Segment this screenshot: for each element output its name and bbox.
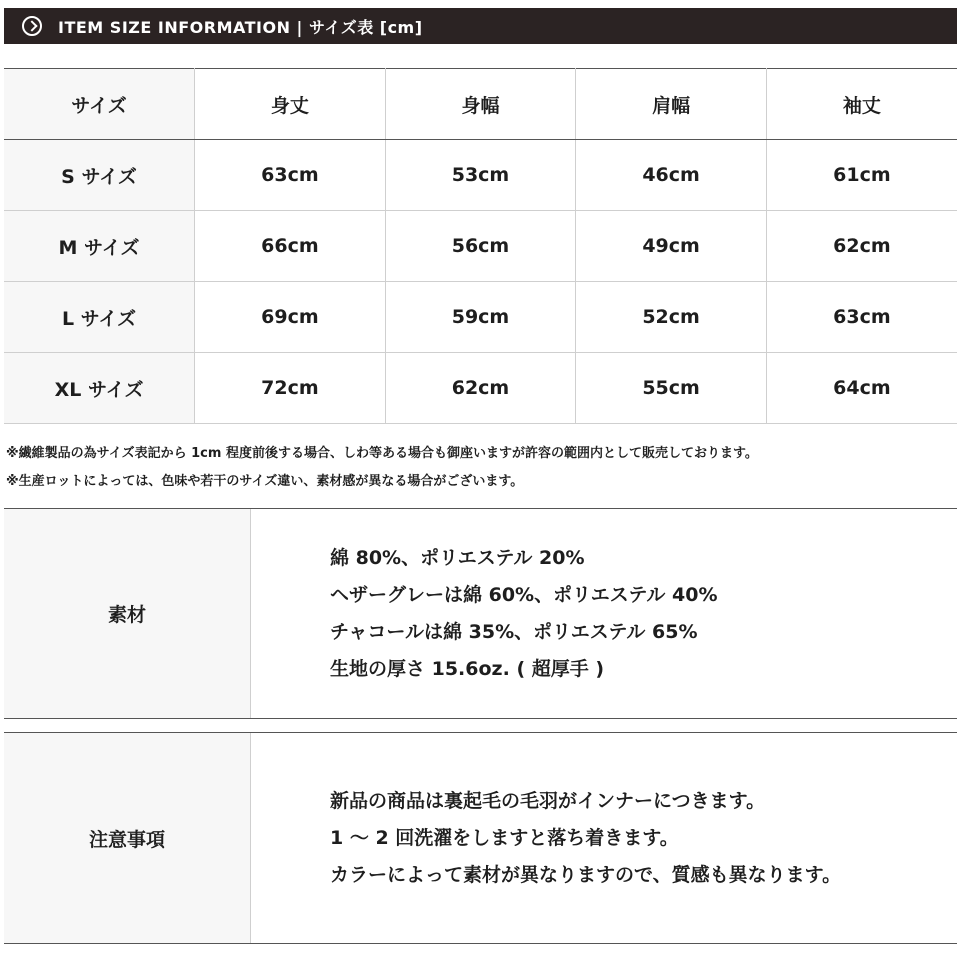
table-row (4, 353, 957, 424)
column-header-shoulder: 肩幅 (576, 69, 767, 140)
material-label: 素材 (4, 509, 251, 718)
column-header-sleeve: 袖丈 (766, 69, 957, 140)
size-notes (6, 440, 956, 496)
table-cell: 56cm (385, 211, 576, 282)
material-line: 綿 80%、ポリエステル 20% (330, 546, 585, 569)
table-row (4, 211, 957, 282)
table-row (4, 140, 957, 211)
table-cell: 62cm (766, 211, 957, 282)
note-line: ※生産ロットによっては、色味や若干のサイズ違い、素材感が異なる場合がございます。 (6, 474, 524, 489)
column-header-length: 身丈 (195, 69, 386, 140)
caution-section (4, 732, 957, 944)
table-row (4, 282, 957, 353)
column-header-width: 身幅 (385, 69, 576, 140)
material-content (251, 509, 957, 718)
section-title: ITEM SIZE INFORMATION | サイズ表 [cm] (58, 17, 423, 37)
row-label: S サイズ (4, 140, 195, 211)
caution-line: 新品の商品は裏起毛の毛羽がインナーにつきます。 (330, 789, 766, 812)
row-label: XL サイズ (4, 353, 195, 424)
table-cell: 55cm (576, 353, 767, 424)
material-line: チャコールは綿 35%、ポリエステル 65% (330, 620, 698, 643)
table-cell: 59cm (385, 282, 576, 353)
note-line: ※繊維製品の為サイズ表記から 1cm 程度前後する場合、しわ等ある場合も御座いますが許容の範囲内として販売しております。 (6, 446, 758, 461)
table-cell: 62cm (385, 353, 576, 424)
table-cell: 66cm (195, 211, 386, 282)
material-line: 生地の厚さ 15.6oz. ( 超厚手 ) (330, 657, 605, 680)
size-table (4, 68, 957, 424)
table-cell: 69cm (195, 282, 386, 353)
row-label: L サイズ (4, 282, 195, 353)
section-header (4, 8, 957, 44)
table-cell: 63cm (766, 282, 957, 353)
table-cell: 52cm (576, 282, 767, 353)
caution-content (251, 733, 957, 943)
table-cell: 72cm (195, 353, 386, 424)
table-cell: 49cm (576, 211, 767, 282)
table-cell: 53cm (385, 140, 576, 211)
chevron-right-circle-icon (22, 16, 42, 36)
caution-line: カラーによって素材が異なりますので、質感も異なります。 (330, 863, 842, 886)
table-cell: 64cm (766, 353, 957, 424)
row-label: M サイズ (4, 211, 195, 282)
column-header-size: サイズ (4, 69, 195, 140)
table-header-row (4, 69, 957, 140)
table-cell: 61cm (766, 140, 957, 211)
caution-label: 注意事項 (4, 733, 251, 943)
material-line: ヘザーグレーは綿 60%、ポリエステル 40% (330, 583, 718, 606)
table-cell: 46cm (576, 140, 767, 211)
material-section (4, 508, 957, 719)
caution-line: 1 ～ 2 回洗濯をしますと落ち着きます。 (330, 826, 679, 849)
table-cell: 63cm (195, 140, 386, 211)
